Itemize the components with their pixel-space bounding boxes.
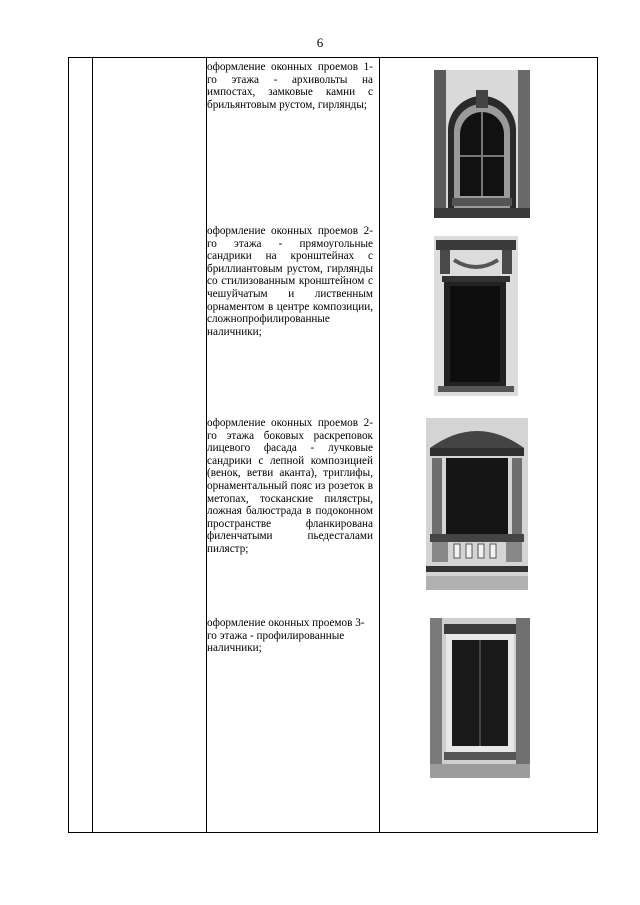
row-1-description: оформление оконных проемов 1-го этажа - архивольты на импостах, замковые камни с брильянтовым рустом, гирлянды; bbox=[207, 61, 373, 111]
segmental-window-balustrade-photo bbox=[426, 418, 528, 590]
arched-window-photo bbox=[434, 70, 530, 218]
profiled-window-photo bbox=[430, 618, 530, 778]
page-number: 6 bbox=[316, 35, 324, 50]
row-2-description: оформление оконных проемов 2-го этажа - прямоугольные сандрики на кронштейнах с бриллиантовым рустом, гирлянды со стилизованным кронштейном с чешуйчатым и лиственным орнаментом в центре композиции, сложнопрофилированные наличники; bbox=[207, 225, 373, 338]
column-divider bbox=[379, 58, 380, 832]
row-4-description: оформление оконных проемов 3-го этажа - профилированные наличники; bbox=[207, 617, 365, 655]
rectangular-window-photo bbox=[434, 236, 518, 396]
row-3-description: оформление оконных проемов 2-го этажа боковых раскреповок лицевого фасада - лучковые сандрики с лепной композицией (венок, ветви аканта), триглифы, орнаментальный пояс из розеток в метопах, тосканские пилястры, ложная балюстрада в подоконном пространстве фланкирована филенчатыми пьедесталами пилястр; bbox=[207, 417, 373, 555]
column-divider bbox=[92, 58, 93, 832]
